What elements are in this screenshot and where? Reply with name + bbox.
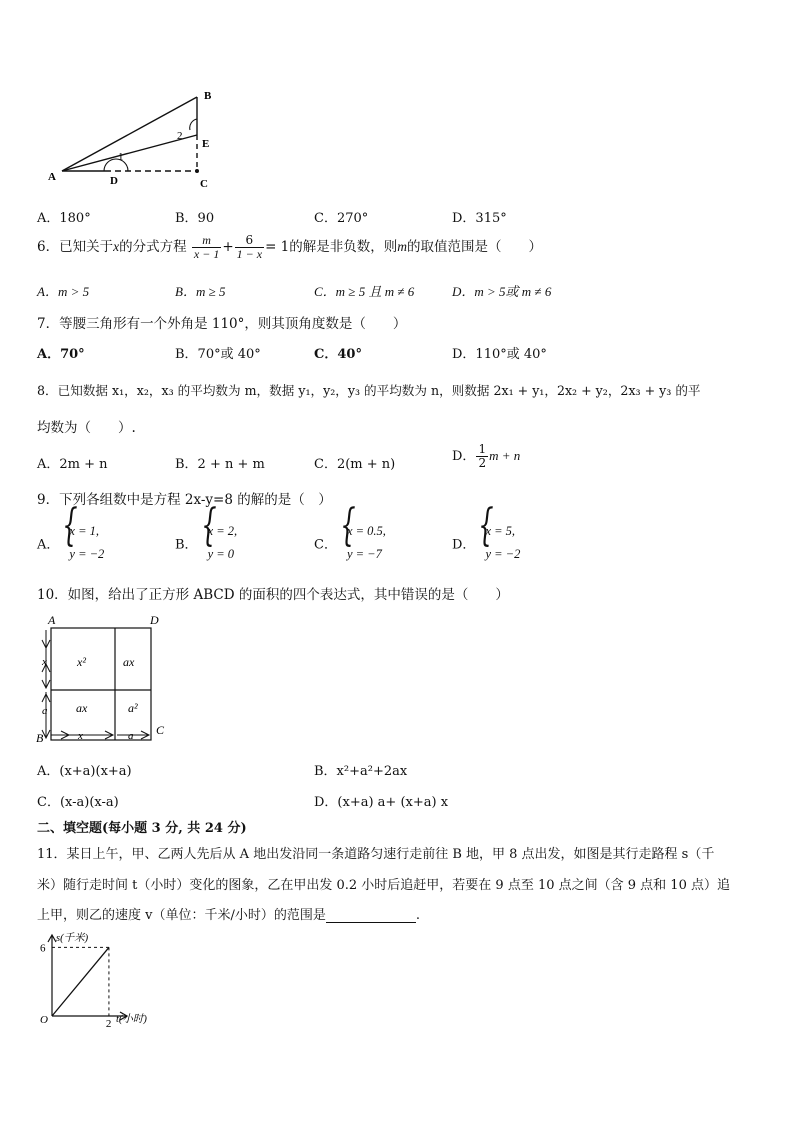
label-B: B bbox=[204, 90, 212, 102]
angle-2: 2 bbox=[177, 130, 183, 142]
q6-fraction-2: $\frac{6}{1 - x}$ bbox=[236, 233, 263, 261]
label-C: C bbox=[200, 178, 208, 190]
q10-option-b[interactable]: B．x²+a²+2ax bbox=[314, 764, 408, 779]
q6-lead: 6．已知关于 bbox=[37, 239, 114, 255]
q6-tail: 的取值范围是（ ） bbox=[407, 239, 543, 255]
sq-cell-ax-bottom: ax bbox=[76, 701, 88, 715]
q6-var-m: m bbox=[397, 239, 408, 254]
q10-stem: 10．如图，给出了正方形 ABCD 的面积的四个表达式，其中错误的是（ ） bbox=[37, 587, 509, 603]
q9-option-d[interactable]: D． { x = 5, y = −2 bbox=[452, 520, 520, 566]
q8-stem-line2: 均数为（ ）. bbox=[37, 420, 136, 436]
q11-stem-line2: 米）随行走时间 t（小时）变化的图象，乙在甲出发 0.2 小时后追赶甲，若要在 9 点至 10 点之间（含 9 点和 10 点）追 bbox=[37, 878, 730, 893]
graph-xlabel: t(小时) bbox=[116, 1014, 147, 1025]
section-2-title: 二、填空题(每小题 3 分, 共 24 分) bbox=[37, 821, 247, 836]
q10-option-c[interactable]: C．(x-a)(x-a) bbox=[37, 795, 119, 810]
q8-option-d[interactable]: D． $\frac{1}{2}$ m + n bbox=[452, 442, 521, 470]
q9-option-c[interactable]: C． { x = 0.5, y = −7 bbox=[314, 520, 386, 566]
q6-plus: + bbox=[222, 239, 234, 255]
q7-stem: 7．等腰三角形有一个外角是 110°，则其顶角度数是（ ） bbox=[37, 316, 407, 332]
q6-option-b[interactable]: B．m ≥ 5 bbox=[175, 284, 226, 299]
q5-option-d[interactable]: D．315° bbox=[452, 211, 507, 226]
q6-eq: = 1 bbox=[265, 239, 290, 255]
q11-stem-line3: 上甲，则乙的速度 v（单位：千米/小时）的范围是 . bbox=[37, 908, 420, 923]
q7-option-b[interactable]: B．70°或 40° bbox=[175, 347, 261, 362]
q10-option-d[interactable]: D．(x+a) a+ (x+a) x bbox=[314, 795, 449, 810]
q6-mid2: 的解是非负数，则 bbox=[289, 239, 398, 255]
q6-mid1: 的分式方程 bbox=[119, 239, 187, 255]
sq-cell-ax-top: ax bbox=[123, 655, 135, 669]
sq-label-A: A bbox=[48, 613, 56, 627]
graph-ylabel: s(千米) bbox=[56, 933, 89, 944]
square-figure bbox=[30, 610, 180, 745]
q6-stem bbox=[37, 234, 542, 261]
q11-stem-line1: 11．某日上午，甲、乙两人先后从 A 地出发沿同一条道路匀速行走前往 B 地，甲 8 点出发，如图是其行走路程 s（千 bbox=[37, 847, 715, 862]
triangle-figure bbox=[40, 85, 230, 195]
q7-option-c[interactable]: C．40° bbox=[314, 347, 362, 362]
sq-side-a: a bbox=[42, 705, 48, 717]
q11-answer-blank[interactable] bbox=[326, 910, 416, 923]
sq-label-C: C bbox=[156, 723, 165, 737]
q8-option-c[interactable]: C．2(m + n) bbox=[314, 457, 396, 472]
q11-graph bbox=[30, 928, 190, 1028]
label-D: D bbox=[110, 175, 118, 187]
q6-fraction-1: $\frac{m}{x - 1}$ bbox=[193, 233, 220, 261]
q5-option-a[interactable]: A．180° bbox=[37, 211, 91, 226]
label-A: A bbox=[48, 171, 56, 183]
sq-label-D: D bbox=[150, 613, 159, 627]
sq-bottom-a: a bbox=[128, 730, 134, 742]
sq-bottom-x: x bbox=[78, 730, 83, 742]
q6-option-a[interactable]: A．m > 5 bbox=[37, 284, 90, 299]
graph-y-tick: 6 bbox=[40, 942, 46, 955]
graph-x-tick: 2 bbox=[105, 1018, 112, 1028]
q7-option-d[interactable]: D．110°或 40° bbox=[452, 347, 547, 362]
q5-option-b[interactable]: B．90 bbox=[175, 211, 215, 226]
label-E: E bbox=[202, 138, 210, 150]
q8-option-d-fraction: $\frac{1}{2}$ bbox=[478, 442, 487, 470]
q6-option-c[interactable]: C．m ≥ 5 且 m ≠ 6 bbox=[314, 284, 415, 299]
q6-option-d[interactable]: D．m > 5或 m ≠ 6 bbox=[452, 284, 552, 299]
q8-option-b[interactable]: B．2 + n + m bbox=[175, 457, 265, 472]
q8-stem-line1: 8．已知数据 x₁，x₂，x₃ 的平均数为 m，数据 y₁，y₂，y₃ 的平均数为 n，则数据 2x₁ + y₁，2x₂ + y₂，2x₃ + y₃ 的平 bbox=[37, 383, 701, 398]
sq-cell-x2: x² bbox=[77, 655, 86, 669]
q9-stem: 9．下列各组数中是方程 2x-y=8 的解的是（ ） bbox=[37, 492, 332, 508]
sq-cell-a2: a² bbox=[128, 701, 138, 715]
q10-option-a[interactable]: A．(x+a)(x+a) bbox=[37, 764, 132, 779]
angle-1: 1 bbox=[118, 151, 124, 163]
q8-option-a[interactable]: A．2m + n bbox=[37, 457, 108, 472]
sq-side-x: x bbox=[42, 656, 47, 668]
q9-option-a[interactable]: A． { x = 1, y = −2 bbox=[37, 520, 104, 566]
graph-origin: O bbox=[40, 1014, 48, 1026]
graph-series-line bbox=[52, 947, 109, 1016]
q9-option-b[interactable]: B． { x = 2, y = 0 bbox=[175, 520, 237, 566]
q5-option-c[interactable]: C．270° bbox=[314, 211, 369, 226]
q6-var-x: x bbox=[113, 239, 120, 254]
sq-label-B: B bbox=[36, 731, 44, 745]
q7-option-a[interactable]: A．70° bbox=[37, 347, 85, 362]
